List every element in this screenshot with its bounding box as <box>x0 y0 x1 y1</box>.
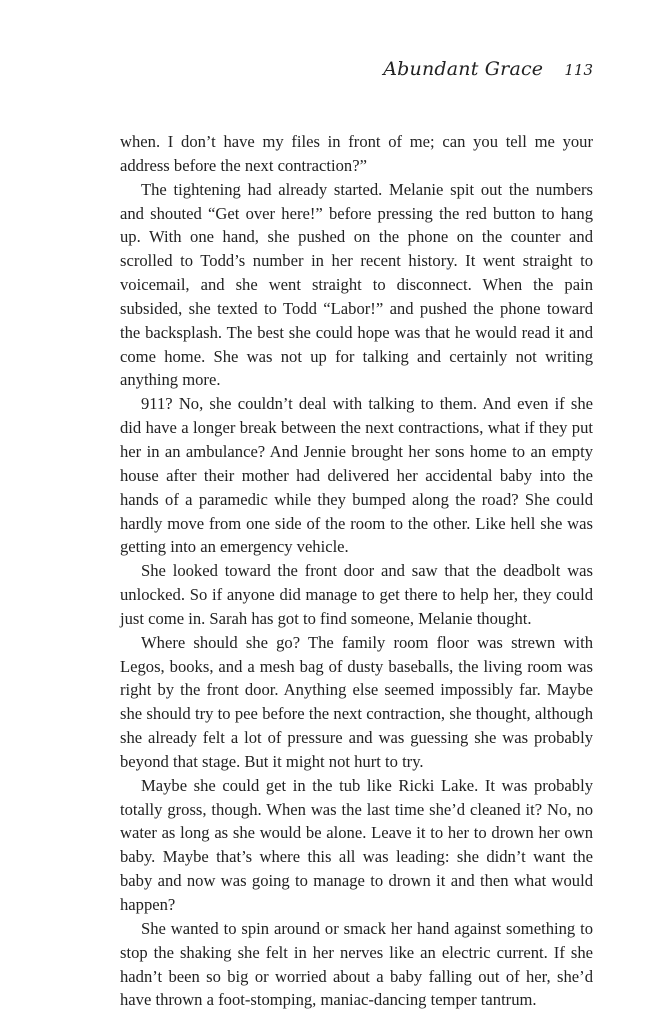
paragraph: She wanted to spin around or smack her hand against something to stop the shaking she felt in her nerves like an electric current. If she hadn’t been so big or worried about a baby falling out of her, she’d have thrown a foot-stomping, maniac-dancing temper tantrum. <box>120 918 593 1010</box>
paragraph: Maybe she could get in the tub like Ricki Lake. It was probably totally gross, though. When was the last time she’d cleaned it? No, no water as long as she would be alone. Leave it to her to drown her own baby. Maybe that’s where this all was leading: she didn’t want the baby and now was going to manage to drown it and then what would happen? <box>120 775 593 914</box>
paragraph: when. I don’t have my files in front of me; can you tell me your address before the next contraction?” <box>120 132 593 175</box>
page-number: 113 <box>564 61 593 79</box>
book-title: Abundant Grace <box>383 58 544 80</box>
body-text <box>120 130 593 1012</box>
running-head <box>383 58 593 80</box>
paragraph: 911? No, she couldn’t deal with talking to them. And even if she did have a longer break between the next contractions, what if they put her in an ambulance? And Jennie brought her sons home to an empty house after their mother had delivered her accidental baby into the hands of a paramedic while they bumped along the road? She could hardly move from one side of the room to the other. Like hell she was getting into an emergency vehicle. <box>120 394 593 557</box>
paragraph: The tightening had already started. Melanie spit out the numbers and shouted “Get over here!” before pressing the red button to hang up. With one hand, she pushed on the phone on the counter and scrolled to Todd’s number in her recent history. It went straight to voicemail, and she went straight to disconnect. When the pain subsided, she texted to Todd “Labor!” and pushed the phone toward the backsplash. The best she could hope was that he would read it and come home. She was not up for talking and certainly not writing anything more. <box>120 179 593 390</box>
paragraph: She looked toward the front door and saw that the deadbolt was unlocked. So if anyone did manage to get there to help her, they could just come in. Sarah has got to find someone, Melanie thought. <box>120 561 593 628</box>
paragraph: Where should she go? The family room floor was strewn with Legos, books, and a mesh bag of dusty baseballs, the living room was right by the front door. Anything else seemed impossibly far. Maybe she should try to pee before the next contraction, she thought, although she already felt a lot of pressure and was guessing she was probably beyond that stage. But it might not hurt to try. <box>120 632 593 771</box>
